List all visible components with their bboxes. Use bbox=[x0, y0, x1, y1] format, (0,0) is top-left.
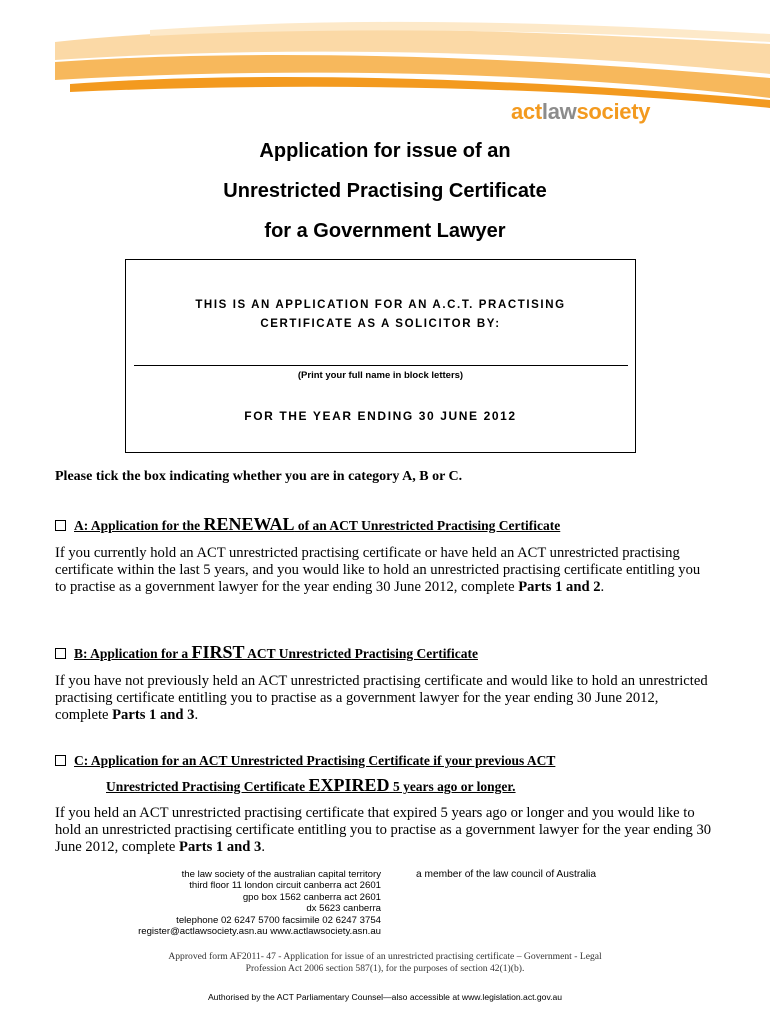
approved-form-note: Approved form AF2011- 47 - Application for issue of an unrestricted practising certificate – Government - Legal Profession Act 2006 section 587(1), for the purposes of section 42(1)(b). bbox=[168, 951, 602, 974]
category-c-heading-line-2: Unrestricted Practising Certificate EXPIRED 5 years ago or longer. bbox=[106, 775, 516, 795]
society-address-block: the law society of the australian capital territory third floor 11 london circuit canberra act 2601 gpo box 1562 canberra act 2601 dx 5623 canberra telephone 02 6247 5700 facsimile 02 6247 3754 register@actlawsociety.asn.au www.actlawsociety.asn.au bbox=[138, 869, 381, 938]
category-b-checkbox[interactable] bbox=[55, 648, 66, 659]
category-b-description: If you have not previously held an ACT unrestricted practising certificate and would like to hold an unrestricted practising certificate entitling you to practise as a government lawyer for the year ending 30 June 2012, complete Parts 1 and 3. bbox=[55, 673, 708, 723]
category-c-checkbox[interactable] bbox=[55, 755, 66, 766]
category-a-heading: A: Application for the RENEWAL of an ACT Unrestricted Practising Certificate bbox=[55, 514, 560, 535]
category-c-heading: C: Application for an ACT Unrestricted Practising Certificate if your previous ACT bbox=[55, 753, 555, 769]
authorisation-note: Authorised by the ACT Parliamentary Counsel—also accessible at www.legislation.act.gov.au bbox=[207, 992, 563, 1002]
year-ending: FOR THE YEAR ENDING 30 JUNE 2012 bbox=[244, 409, 517, 423]
category-a-checkbox[interactable] bbox=[55, 520, 66, 531]
form-title-line-1: Application for issue of an bbox=[259, 140, 511, 162]
full-name-hint: (Print your full name in block letters) bbox=[297, 370, 464, 381]
form-title-line-3: for a Government Lawyer bbox=[264, 220, 506, 242]
category-c-description: If you held an ACT unrestricted practising certificate that expired 5 years ago or longer and you would like to hold an unrestricted practising certificate entitling you to practise as a government lawyer for the year ending 30 June 2012, complete Parts 1 and 3. bbox=[55, 805, 712, 855]
law-council-membership: a member of the law council of Australia bbox=[416, 869, 597, 880]
category-b-heading: B: Application for a FIRST ACT Unrestricted Practising Certificate bbox=[55, 642, 478, 663]
full-name-line[interactable] bbox=[134, 365, 628, 366]
act-law-society-logo: actlawsociety bbox=[511, 99, 651, 124]
applicant-box bbox=[125, 259, 636, 453]
header-swoosh-graphic bbox=[0, 0, 770, 110]
applicant-box-heading: THIS IS AN APPLICATION FOR AN A.C.T. PRACTISING CERTIFICATE AS A SOLICITOR BY: bbox=[195, 299, 566, 330]
form-title-line-2: Unrestricted Practising Certificate bbox=[223, 180, 547, 202]
category-a-description: If you currently hold an ACT unrestricted practising certificate or have held an ACT unrestricted practising certificate within the last 5 years, and you would like to hold an unrestricted practising certificate entitling you to practise as a government lawyer for the year ending 30 June 2012, complete Parts 1 and 2. bbox=[55, 545, 701, 595]
category-instruction: Please tick the box indicating whether you are in category A, B or C. bbox=[55, 469, 463, 484]
